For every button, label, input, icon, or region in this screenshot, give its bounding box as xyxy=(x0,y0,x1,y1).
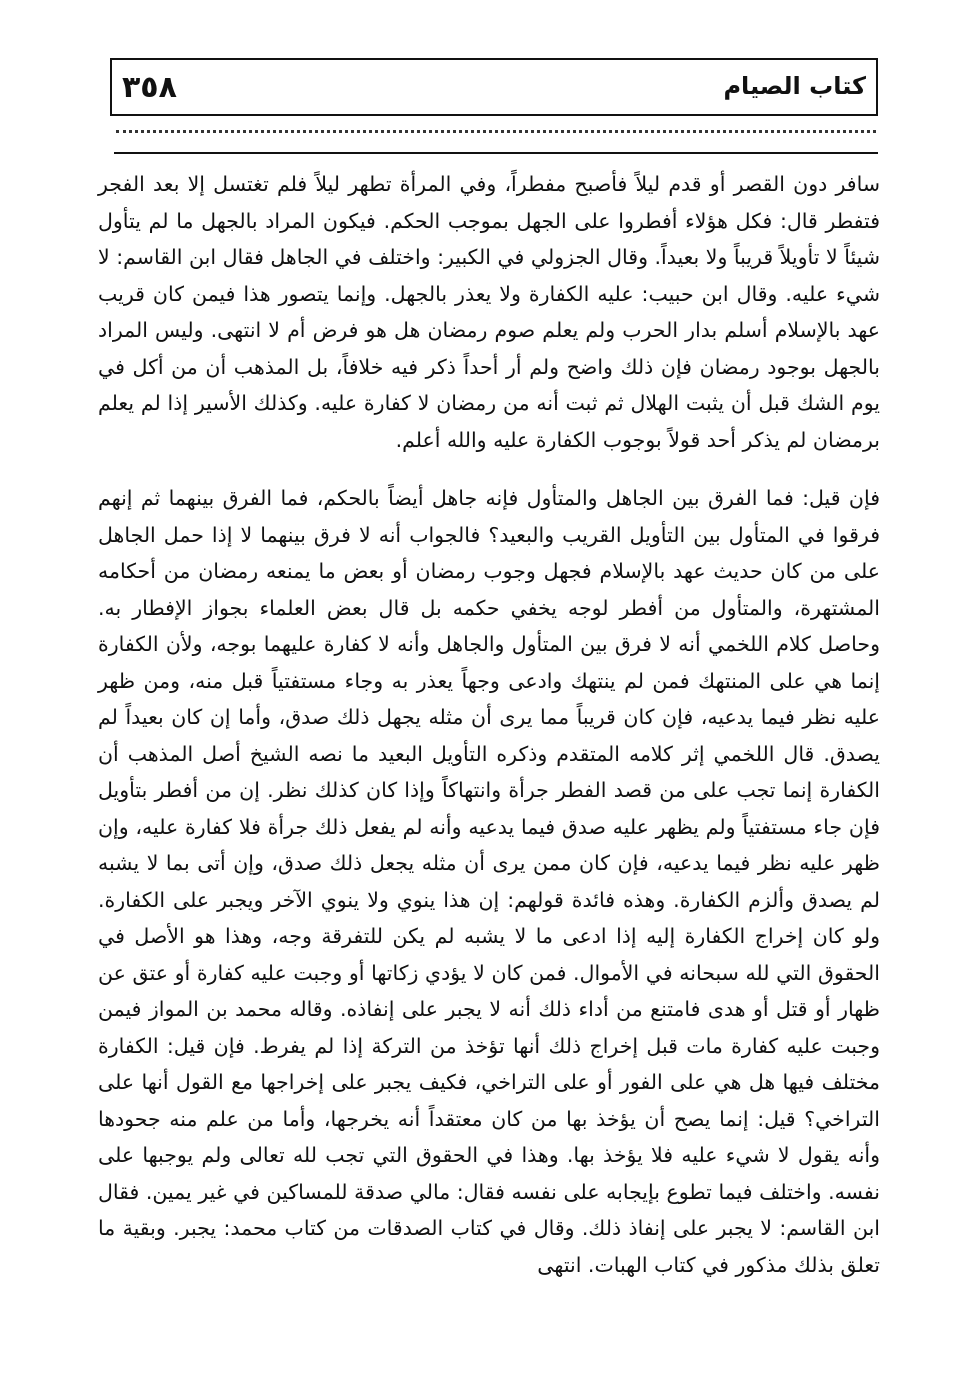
paragraph-2: فإن قيل: فما الفرق بين الجاهل والمتأول فإنه جاهل أيضاً بالحكم، فما الفرق بينهما ثم إنهم فرقوا في المتأول بين التأويل القريب والبعيد؟ فالجواب أنه لا فرق بينهما لا إذا حمل الجاهل على من كان حديث عهد بالإسلام فجهل وجوب رمضان أو بعض ما يمنعه رمضان من أحكامه المشتهرة، والمتأول من أفطر لوجه يخفي حكمه بل قال بعض العلماء بجواز الإفطار به. وحاصل كلام اللخمي أنه لا فرق بين المتأول والجاهل وأنه لا كفارة عليهما بوجه، ولأن الكفارة إنما هي على المنتهك فمن لم ينتهك وادعى وجهاً يعذر به وجاء مستفتياً قبل منه، ومن ظهر عليه نظر فيما يدعيه، فإن كان قريباً مما يرى أن مثله يجهل ذلك صدق، وأما إن كان بعيداً لم يصدق. قال اللخمي إثر كلامه المتقدم وذكره التأويل البعيد ما نصه الشيخ أصل المذهب أن الكفارة إنما تجب على من قصد الفطر جرأة وانتهاكاً وإذا كان كذلك نظر. إن من أفطر بتأويل فإن جاء مستفتياً ولم يظهر عليه صدق فيما يدعيه وأنه لم يفعل ذلك جرأة فلا كفارة عليه، وإن ظهر عليه نظر فيما يدعيه، فإن كان ممن يرى أن مثله يجعل ذلك صدق، وإن أتى بما لا يشبه لم يصدق وألزم الكفارة. وهذه فائدة قولهم: إن هذا ينوي ولا ينوي الآخر ويجبر على الكفارة. ولو كان إخراج الكفارة إليه إذا ادعى ما لا يشبه لم يكن للتفرقة وجه، وهذا هو الأصل في الحقوق التي لله سبحانه في الأموال. فمن كان لا يؤدي زكاتها أو وجبت عليه كفارة أو عتق عن ظهار أو قتل أو هدى فامتنع من أداء ذلك أنه لا يجبر على إنفاذه. وقاله محمد بن المواز فيمن وجبت عليه كفارة مات قبل إخراج ذلك أنها تؤخذ من التركة إذا لم يفرط. فإن قيل: الكفارة مختلف فيها هل هي على الفور أو على التراخي، فكيف يجبر على إخراجها مع القول أنها على التراخي؟ قيل: إنما يصح أن يؤخذ بها من كان معتقداً أنه يخرجها، وأما من علم منه جحودها وأنه يقول لا شيء عليه فلا يؤخذ بها. وهذا في الحقوق التي تجب لله تعالى ولم يوجبها على نفسه. واختلف فيما تطوع بإيجابه على نفسه فقال: مالي صدقة للمساكين في غير يمين. فقال ابن القاسم: لا يجبر على إنفاذ ذلك. وقال في كتاب الصدقات من كتاب محمد: يجبر. وبقية ما تعلق بذلك مذكور في كتاب الهبات. انتهى xyxy=(98,486,880,1277)
body-text xyxy=(98,166,880,1283)
page-number: ٣٥٨ xyxy=(122,70,177,105)
dotted-separator xyxy=(116,124,876,133)
running-header xyxy=(110,58,878,116)
paragraph-1: سافر دون القصر أو قدم ليلاً فأصبح مفطراً، وفي المرأة تطهر ليلاً فلم تغتسل إلا بعد الفجر فتفطر قال: فكل هؤلاء أفطروا على الجهل بموجب الحكم. فيكون المراد بالجهل ما لم يتأول شيئاً لا تأويلاً قريباً ولا بعيداً. وقال الجزولي في الكبير: واختلف في الجاهل فقال ابن القاسم: لا شيء عليه. وقال ابن حبيب: عليه الكفارة ولا يعذر بالجهل. وإنما يتصور هذا فيمن كان قريب عهد بالإسلام أسلم بدار الحرب ولم يعلم صوم رمضان هل هو فرض أم لا انتهى. وليس المراد بالجهل بوجود رمضان فإن ذلك واضح ولم أر أحداً ذكر فيه خلافاً، بل المذهب أن من أكل في يوم الشك قبل أن يثبت الهلال ثم ثبت أنه من رمضان لا كفارة عليه. وكذلك الأسير إذا لم يعلم برمضان لم يذكر أحد قولاً بوجوب الكفارة عليه والله أعلم. xyxy=(98,172,880,452)
header-rule xyxy=(114,152,878,154)
book-title: كتاب الصيام xyxy=(723,72,866,100)
